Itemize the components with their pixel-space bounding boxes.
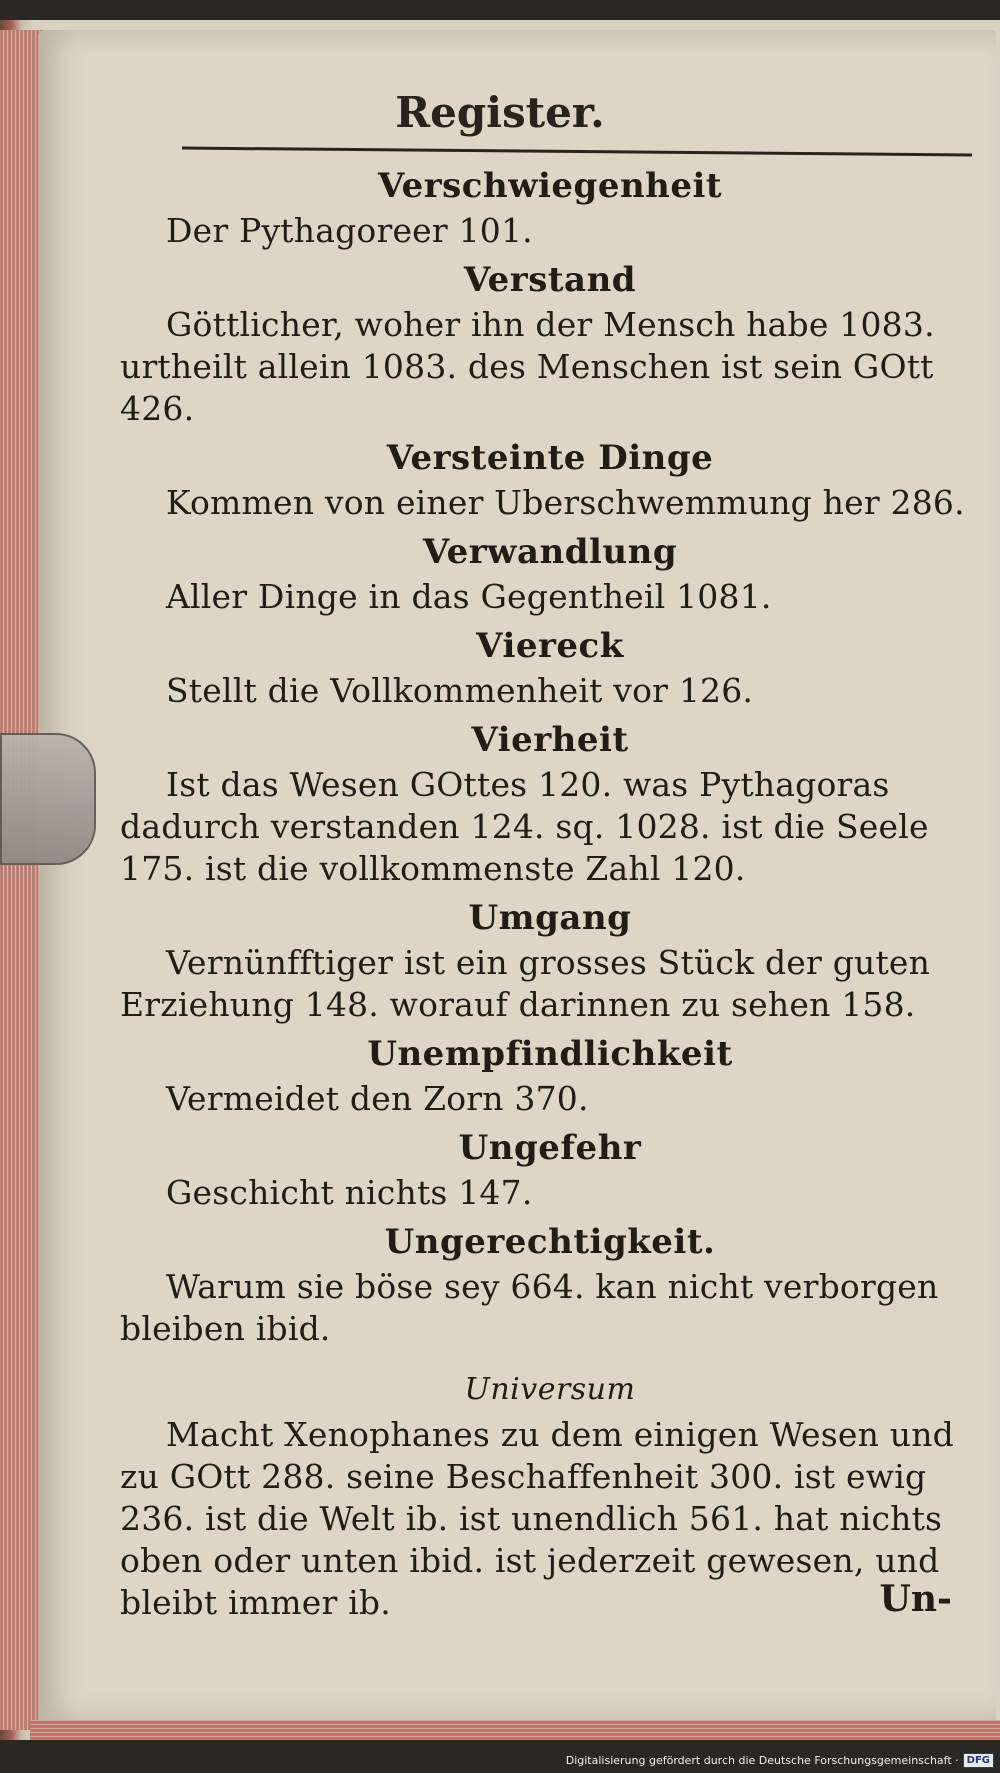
entry-heading: Verwandlung [422, 532, 678, 572]
digitization-footer [566, 1751, 994, 1769]
register-entry [120, 624, 980, 712]
entry-heading: Ungefehr [458, 1128, 642, 1168]
entry-text: Macht Xenophanes zu dem einigen Wesen und zu GOtt 288. seine Beschaffenheit 300. ist ewig 236. ist die Welt ib. ist unendlich 561. hat nichts oben oder unten ibid. ist jederzeit gewesen, und bleibt immer ib. [120, 1415, 955, 1622]
entry-heading: Versteinte Dinge [386, 438, 714, 478]
entry-text: Warum sie böse sey 664. kan nicht verborgen bleiben ibid. [120, 1267, 939, 1348]
catchword: Un- [879, 1578, 952, 1620]
entry-heading: Verstand [463, 260, 637, 300]
register-entry [120, 896, 980, 1026]
entry-text: Stellt die Vollkommenheit vor 126. [166, 671, 754, 710]
entry-text: Geschicht nichts 147. [166, 1173, 533, 1212]
entry-heading: Umgang [468, 898, 632, 938]
footer-text: Digitalisierung gefördert durch die Deutsche Forschungsgemeinschaft · [565, 1753, 959, 1767]
entry-heading: Viereck [476, 626, 624, 666]
dfg-logo: DFG [963, 1753, 994, 1768]
register-entry [120, 1126, 980, 1214]
entry-text: Kommen von einer Uberschwemmung her 286. [166, 483, 965, 522]
register-entries [120, 160, 980, 1630]
register-entry [120, 1032, 980, 1120]
register-entry [120, 530, 980, 618]
entry-heading: Universum [464, 1372, 636, 1407]
register-entry [120, 258, 980, 430]
entry-text: Ist das Wesen GOttes 120. was Pythagoras dadurch verstanden 124. sq. 1028. ist die Seele 175. ist die vollkommenste Zahl 120. [120, 765, 929, 888]
entry-text: Göttlicher, woher ihn der Mensch habe 1083. urtheilt allein 1083. des Menschen ist sein GOtt 426. [120, 305, 935, 428]
register-entry [120, 436, 980, 524]
entry-heading: Ungerechtigkeit. [384, 1222, 716, 1262]
register-entry [120, 164, 980, 252]
running-head: Register. [395, 88, 605, 137]
entry-heading: Unempfindlichkeit [367, 1034, 733, 1074]
register-entry [120, 1220, 980, 1350]
entry-text: Aller Dinge in das Gegentheil 1081. [166, 577, 772, 616]
register-entry [120, 1368, 980, 1624]
entry-heading: Verschwiegenheit [377, 166, 723, 206]
entry-text: Vermeidet den Zorn 370. [166, 1079, 589, 1118]
entry-text: Vernünfftiger ist ein grosses Stück der guten Erziehung 148. worauf darinnen zu sehen 158. [120, 943, 931, 1024]
page-clip [0, 733, 96, 865]
entry-heading: Vierheit [471, 720, 629, 760]
entry-text: Der Pythagoreer 101. [166, 211, 533, 250]
page-bottom-edge [30, 1720, 1000, 1740]
register-entry [120, 718, 980, 890]
